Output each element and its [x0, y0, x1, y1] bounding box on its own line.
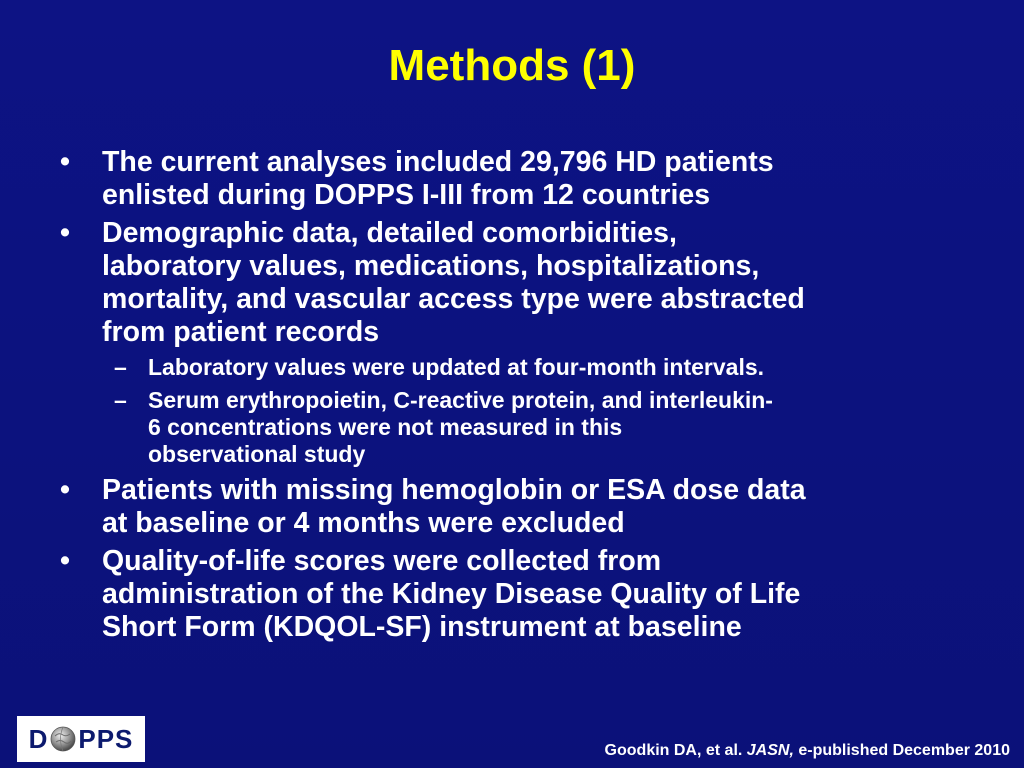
- bullet-line: administration of the Kidney Disease Quality of Life: [102, 578, 801, 610]
- citation-authors: Goodkin DA, et al.: [604, 742, 747, 759]
- sub-bullet-item-2: [58, 387, 958, 468]
- logo-text-left: D: [28, 723, 49, 754]
- bullet-line: laboratory values, medications, hospitalizations,: [102, 250, 760, 282]
- bullet-item-2: [58, 217, 958, 349]
- bullet-line: mortality, and vascular access type were abstracted: [102, 283, 805, 315]
- sub-bullet-line: Laboratory values were updated at four-month intervals.: [148, 354, 765, 380]
- bullet-line: Demographic data, detailed comorbidities,: [102, 217, 677, 249]
- bullet-line: enlisted during DOPPS I-III from 12 countries: [102, 179, 711, 211]
- bullet-marker: •: [60, 217, 70, 249]
- globe-icon: [50, 726, 76, 752]
- bullet-line: from patient records: [102, 316, 380, 348]
- bullet-marker: •: [60, 545, 70, 577]
- sub-bullet-item-1: [58, 354, 958, 381]
- bullet-line: Short Form (KDQOL-SF) instrument at baseline: [102, 611, 742, 643]
- bullet-item-1: [58, 146, 958, 212]
- sub-bullet-line: Serum erythropoietin, C-reactive protein, and interleukin-: [148, 387, 773, 413]
- bullet-marker: •: [60, 146, 70, 178]
- sub-bullet-marker: –: [114, 354, 127, 380]
- slide-body: [58, 146, 958, 649]
- bullet-item-3: [58, 474, 958, 540]
- sub-bullet-line: observational study: [148, 441, 366, 467]
- bullet-line: at baseline or 4 months were excluded: [102, 507, 625, 539]
- dopps-logo: [17, 716, 145, 762]
- logo-text-right: PPS: [78, 723, 134, 754]
- bullet-line: The current analyses included 29,796 HD patients: [102, 146, 774, 178]
- bullet-marker: •: [60, 474, 70, 506]
- bullet-line: Patients with missing hemoglobin or ESA dose data: [102, 474, 806, 506]
- sub-bullet-marker: –: [114, 387, 127, 413]
- slide-title: Methods (1): [388, 41, 636, 90]
- citation-date: e-published December 2010: [793, 742, 1010, 759]
- sub-bullet-line: 6 concentrations were not measured in this: [148, 414, 623, 440]
- citation-journal: JASN,: [746, 742, 794, 759]
- citation: [605, 742, 1010, 760]
- bullet-line: Quality-of-life scores were collected from: [102, 545, 662, 577]
- bullet-item-4: [58, 545, 958, 644]
